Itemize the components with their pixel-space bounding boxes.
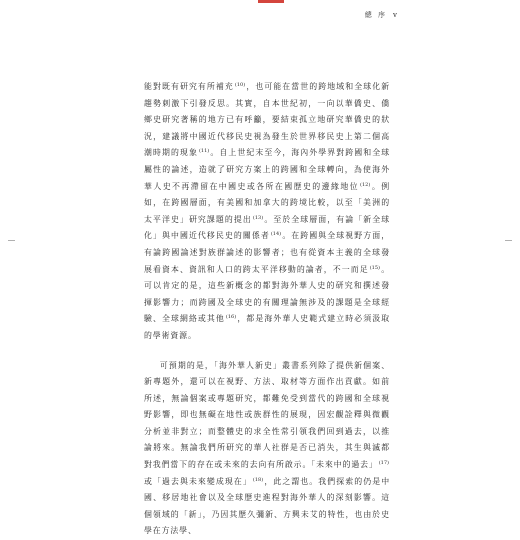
footnote-marker: (15)	[370, 265, 380, 271]
text-run: 。在跨國與全球視野方面，有論跨國論述對族群論述的影響者；也有從資本主義的全球發展看資本、資訊和人口的跨太平洋移動的論者，不一而足	[144, 231, 390, 273]
text-run: 能對既有研究有所補充	[144, 82, 234, 91]
paragraph-1	[144, 79, 390, 345]
text-run: 。至於全球層面，有論「新全球化」與中國近代移民史的關係者	[144, 215, 390, 241]
footnote-marker: (18)	[253, 477, 263, 483]
footnote-marker: (16)	[226, 314, 236, 320]
text-run: 。可以肯定的是，這些新概念的都對海外華人史的研究和撰述發揮影響力；而跨國及全球史的有關理論無涉及的課題是全球經驗、全球網絡或其他	[144, 265, 390, 324]
footnote-marker: (10)	[235, 82, 245, 88]
left-margin-mark	[8, 240, 15, 241]
text-run: 。例如，在跨國層面，有美國和加拿大的跨境比較，以至「美洲的太平洋史」研究課題的提出	[144, 182, 390, 224]
footnote-marker: (17)	[379, 460, 389, 466]
footnote-marker: (14)	[271, 231, 281, 237]
paragraph-2	[144, 358, 390, 540]
footnote-marker: (12)	[360, 182, 370, 188]
text-run: 或「過去與未來變成現在」	[144, 477, 252, 486]
text-run: ，也可能在當世的跨地域和全球化新趨勢刺激下引發反思。其實，自本世紀初，一向以華僑史、僑鄉史研究著稱的地方已有呼籲，要結束孤立地研究華僑史的狀況，建議將中國近代移民史視為發生於世界移民史上第二個高潮時期的現象	[144, 82, 390, 157]
running-head	[365, 10, 399, 20]
page-number: v	[393, 11, 399, 19]
right-margin-mark	[505, 240, 512, 241]
text-run: ，此之謂也。我們探索的仍是中國、移居地社會以及全球歷史進程對海外華人的深刻影響。這個領域的「新」，乃因其歷久彌新、方興未艾的特性，也由於史學在方法學、	[144, 477, 390, 536]
text-run: 可預期的是，「海外華人新史」叢書系列除了提供新個案、新專題外，還可以在視野、方法、取材等方面作出貢獻。如前所述，無論個案或專題研究，都難免受到當代的跨國和全球視野影響，即也無礙在地性或族群性的展現，因宏觀詮釋與微觀分析並非對立；而整體史的求全性常引領我們回到過去，以推論將來。無論我們所研究的華人社群是否已消失，其生與滅都對我們當下的存在或未來的去向有所啟示。「未來中的過去」	[144, 361, 390, 470]
body-text	[144, 79, 390, 540]
top-color-mark	[258, 0, 284, 3]
running-head-title: 總 序	[365, 11, 387, 19]
footnote-marker: (13)	[253, 215, 263, 221]
text-run: 。自上世紀末至今，海內外學界對跨國和全球屬性的論述，造就了研究方案上的跨國和全球轉向，為使海外華人史不再滯留在中國史或各所在國歷史的邊緣地位	[144, 148, 390, 190]
text-run: ，都是海外華人史範式建立時必須汲取的學術資源。	[144, 314, 390, 340]
footnote-marker: (11)	[199, 148, 209, 154]
